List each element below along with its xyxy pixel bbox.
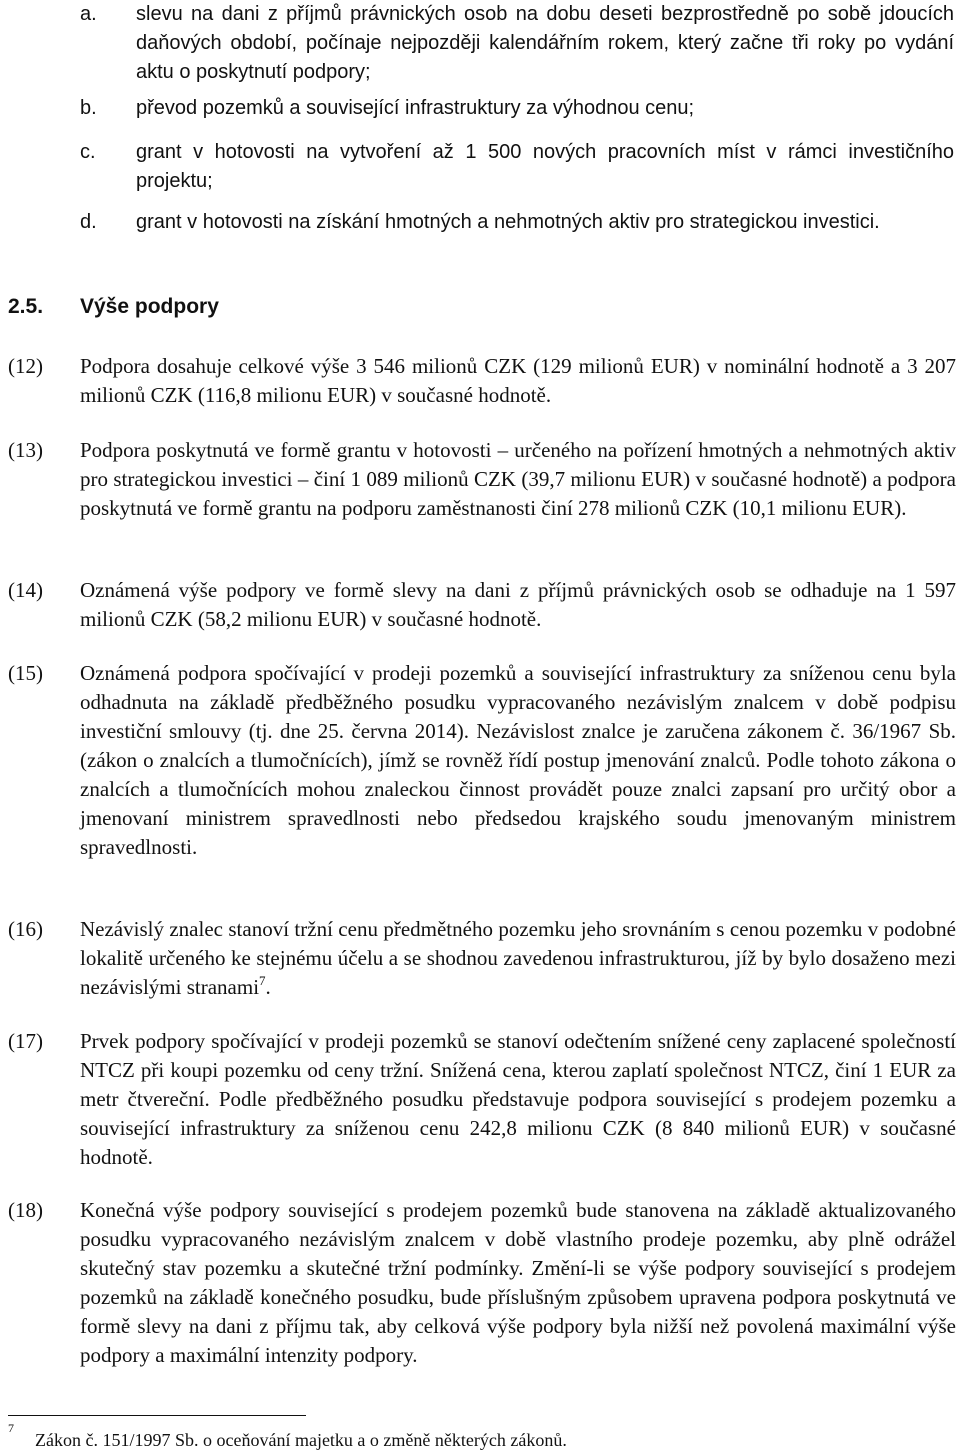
footnote-separator [8,1415,306,1416]
paragraph-number: (12) [8,354,43,378]
paragraph-number: (18) [8,1198,43,1222]
list-text: slevu na dani z příjmů právnických osob na dobu deseti bezprostředně po sobě jdoucích daňových období, počínaje nejpozději kalendářním rokem, který začne tři roky po vydání aktu o poskytnutí podpory; [136,3,954,83]
paragraph-text: Konečná výše podpory související s prodejem pozemků bude stanovena na základě aktualizovaného posudku vypracovaného nezávislým znalcem v době vlastního prodeje pozemku, aby plně odrážel skutečný stav pozemku a skutečné tržní podmínky. Změní-li se výše podpory související s prodejem pozemků na základě konečného posudku, bude příslušným způsobem upravena podpora poskytnutá ve formě slevy na dani z příjmu tak, aby celková výše podpory byla nižší než povolená maximální výše podpory a maximální intenzity podpory. [80,1198,956,1367]
paragraph-number: (17) [8,1029,43,1053]
paragraph-text: Podpora dosahuje celkové výše 3 546 milionů CZK (129 milionů EUR) v nominální hodnotě a 3 207 milionů CZK (116,8 milionu EUR) v současné hodnotě. [80,354,956,407]
paragraph-number: (15) [8,661,43,685]
list-text: grant v hotovosti na vytvoření až 1 500 nových pracovních míst v rámci investičního projektu; [136,141,954,192]
paragraph-number: (16) [8,917,43,941]
list-letter: b. [80,97,97,119]
paragraph-text [80,915,956,1002]
section-number: 2.5. [8,295,44,318]
list-text: převod pozemků a související infrastruktury za výhodnou cenu; [136,97,695,119]
paragraph-text: Podpora poskytnutá ve formě grantu v hotovosti – určeného na pořízení hmotných a nehmotných aktiv pro strategickou investici – činí 1 089 milionů CZK (39,7 milionu EUR) v současné hodnotě) a podpora poskytnutá ve formě grantu na podporu zaměstnanosti činí 278 milionů CZK (10,1 milionu EUR). [80,438,956,520]
paragraph-text: Prvek podpory spočívající v prodeji pozemků se stanoví odečtením snížené ceny zaplacené společností NTCZ při koupi pozemku od ceny tržní. Snížená cena, kterou zaplatí společnost NTCZ, činí 1 EUR za metr čtvereční. Podle předběžného posudku představuje podpora související s prodejem pozemku a související infrastruktury za sníženou cenu 242,8 milionu CZK (8 840 milionů EUR) v současné hodnotě. [80,1029,956,1169]
list-letter: d. [80,211,97,233]
paragraph-text-main: Nezávislý znalec stanoví tržní cenu předmětného pozemku jeho srovnáním s cenou pozemku v podobné lokalitě určeného ke stejnému účelu a se shodnou zavedenou infrastrukturou, jíž by bylo dosaženo mezi nezávislými stranami [80,917,956,999]
paragraph-text-end: . [265,975,271,999]
list-letter: c. [80,141,96,163]
list-letter: a. [80,3,97,25]
paragraph-text: Oznámená výše podpory ve formě slevy na dani z příjmů právnických osob se odhaduje na 1 597 milionů CZK (58,2 milionu EUR) v současné hodnotě. [80,578,956,631]
footnote-mark: 7 [8,1421,14,1435]
section-heading [8,292,219,321]
list-text: grant v hotovosti na získání hmotných a nehmotných aktiv pro strategickou investici. [136,211,880,233]
footnote-text: Zákon č. 151/1997 Sb. o oceňování majetku a o změně některých zákonů. [35,1430,567,1450]
section-title: Výše podpory [80,295,219,318]
paragraph-number: (13) [8,438,43,462]
footnote-reference[interactable]: 7 [259,973,266,988]
paragraph-text: Oznámená podpora spočívající v prodeji pozemků a související infrastruktury za sníženou cenu byla odhadnuta na základě předběžného posudku vypracovaného nezávislým znalcem v době podpisu investiční smlouvy (tj. dne 25. června 2014). Nezávislost znalce je zaručena zákonem č. 36/1967 Sb. (zákon o znalcích a tlumočnících), jímž se rovněž řídí postup jmenování znalců. Podle tohoto zákona o znalcích a tlumočnících mohou znaleckou činnost provádět pouze znalci zapsaní pro určitý obor a jmenovaní ministrem spravedlnosti nebo předsedou krajského soudu jmenovaným ministrem spravedlnosti. [80,661,956,859]
paragraph-number: (14) [8,578,43,602]
